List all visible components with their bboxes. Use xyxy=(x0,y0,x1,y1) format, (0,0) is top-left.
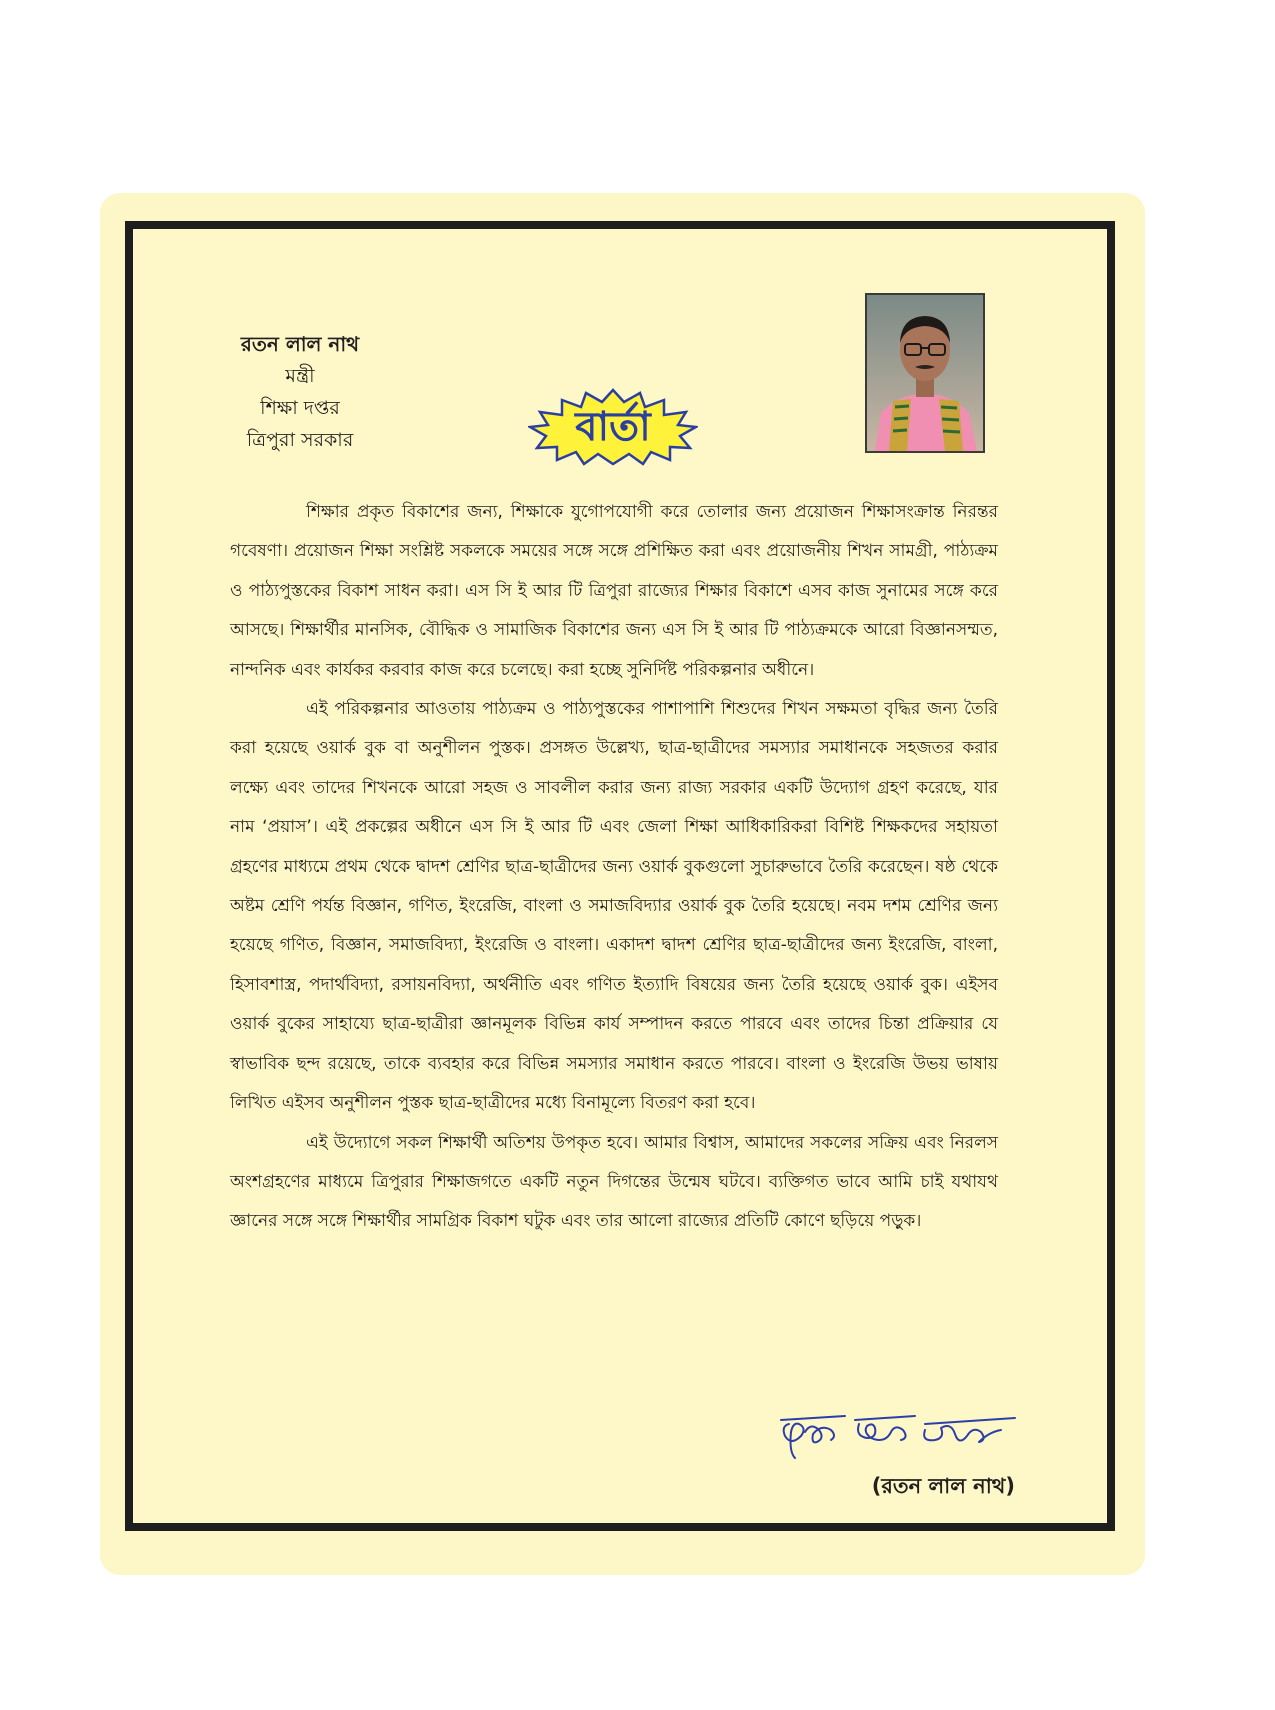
minister-photo xyxy=(865,293,985,453)
closing-name: (রতন লাল নাথ) xyxy=(871,1474,1015,1498)
sender-department: শিক্ষা দপ্তর xyxy=(260,397,340,419)
paragraph-3: এই উদ্যোগে সকল শিক্ষার্থী অতিশয় উপকৃত হবে। আমার বিশ্বাস, আমাদের সকলের সক্রিয় এবং নিরলস অংশগ্রহণের মাধ্যমে ত্রিপুরার শিক্ষাজগতে একটি নতুন দিগন্তের উন্মেষ ঘটবে। ব্যক্তিগত ভাবে আমি চাই যথাযথ জ্ঞানের সঙ্গে সঙ্গে শিক্ষার্থীর সামগ্রিক বিকাশ ঘটুক এবং তার আলো রাজ্যের প্রতিটি কোণে ছড়িয়ে পড়ুক। xyxy=(230,1132,998,1232)
heading-title: বার্তা xyxy=(575,404,651,450)
paragraph-1: শিক্ষার প্রকৃত বিকাশের জন্য, শিক্ষাকে যুগোপযোগী করে তোলার জন্য প্রয়োজন শিক্ষাসংক্রান্ত নিরন্তর গবেষণা। প্রয়োজন শিক্ষা সংশ্লিষ্ট সকলকে সময়ের সঙ্গে সঙ্গে প্রশিক্ষিত করা এবং প্রয়োজনীয় শিখন সামগ্রী, পাঠ্যক্রম ও পাঠ্যপুস্তকের বিকাশ সাধন করা। এস সি ই আর টি ত্রিপুরা রাজ্যের শিক্ষার বিকাশে এসব কাজ সুনামের সঙ্গে করে আসছে। শিক্ষার্থীর মানসিক, বৌদ্ধিক ও সামাজিক বিকাশের জন্য এস সি ই আর টি পাঠ্যক্রমকে আরো বিজ্ঞানসম্মত, নান্দনিক এবং কার্যকর করবার কাজ করে চলেছে। করা হচ্ছে সুনির্দিষ্ট পরিকল্পনার অধীনে। xyxy=(230,502,998,680)
signature-icon xyxy=(775,1402,1035,1470)
sender-name: রতন লাল নাথ xyxy=(240,332,360,356)
paragraph-2: এই পরিকল্পনার আওতায় পাঠ্যক্রম ও পাঠ্যপুস্তকের পাশাপাশি শিশুদের শিখন সক্ষমতা বৃদ্ধির জন্য তৈরি করা হয়েছে ওয়ার্ক বুক বা অনুশীলন পুস্তক। প্রসঙ্গত উল্লেখ্য, ছাত্র-ছাত্রীদের সমস্যার সমাধানকে সহজতর করার লক্ষ্যে এবং তাদের শিখনকে আরো সহজ ও সাবলীল করার জন্য রাজ্য সরকার একটি উদ্যোগ গ্রহণ করেছে, যার নাম ‘প্রয়াস’। এই প্রকল্পের অধীনে এস সি ই আর টি এবং জেলা শিক্ষা আধিকারিকরা বিশিষ্ট শিক্ষকদের সহায়তা গ্রহণের মাধ্যমে প্রথম থেকে দ্বাদশ শ্রেণির ছাত্র-ছাত্রীদের জন্য ওয়ার্ক বুকগুলো সুচারুভাবে তৈরি করেছেন। ষষ্ঠ থেকে অষ্টম শ্রেণি পর্যন্ত বিজ্ঞান, গণিত, ইংরেজি, বাংলা ও সমাজবিদ্যার ওয়ার্ক বুক তৈরি হয়েছে। নবম দশম শ্রেণির জন্য হয়েছে গণিত, বিজ্ঞান, সমাজবিদ্যা, ইংরেজি ও বাংলা। একাদশ দ্বাদশ শ্রেণির ছাত্র-ছাত্রীদের জন্য ইংরেজি, বাংলা, হিসাবশাস্ত্র, পদার্থবিদ্যা, রসায়নবিদ্যা, অর্থনীতি এবং গণিত ইত্যাদি বিষয়ের জন্য তৈরি হয়েছে ওয়ার্ক বুক। এইসব ওয়ার্ক বুকের সাহায্যে ছাত্র-ছাত্রীরা জ্ঞানমূলক বিভিন্ন কার্য সম্পাদন করতে পারবে এবং তাদের চিন্তা প্রক্রিয়ার যে স্বাভাবিক ছন্দ রয়েছে, তাকে ব্যবহার করে বিভিন্ন সমস্যার সমাধান করতে পারবে। বাংলা ও ইংরেজি উভয় ভাষায় লিখিত এইসব অনুশীলন পুস্তক ছাত্র-ছাত্রীদের মধ্যে বিনামূল্যে বিতরণ করা হবে। xyxy=(230,699,998,1114)
title-badge xyxy=(528,388,698,466)
message-body xyxy=(230,493,998,1242)
sender-block xyxy=(230,328,370,456)
sender-government: ত্রিপুরা সরকার xyxy=(246,429,354,451)
sender-designation: মন্ত্রী xyxy=(285,365,315,387)
